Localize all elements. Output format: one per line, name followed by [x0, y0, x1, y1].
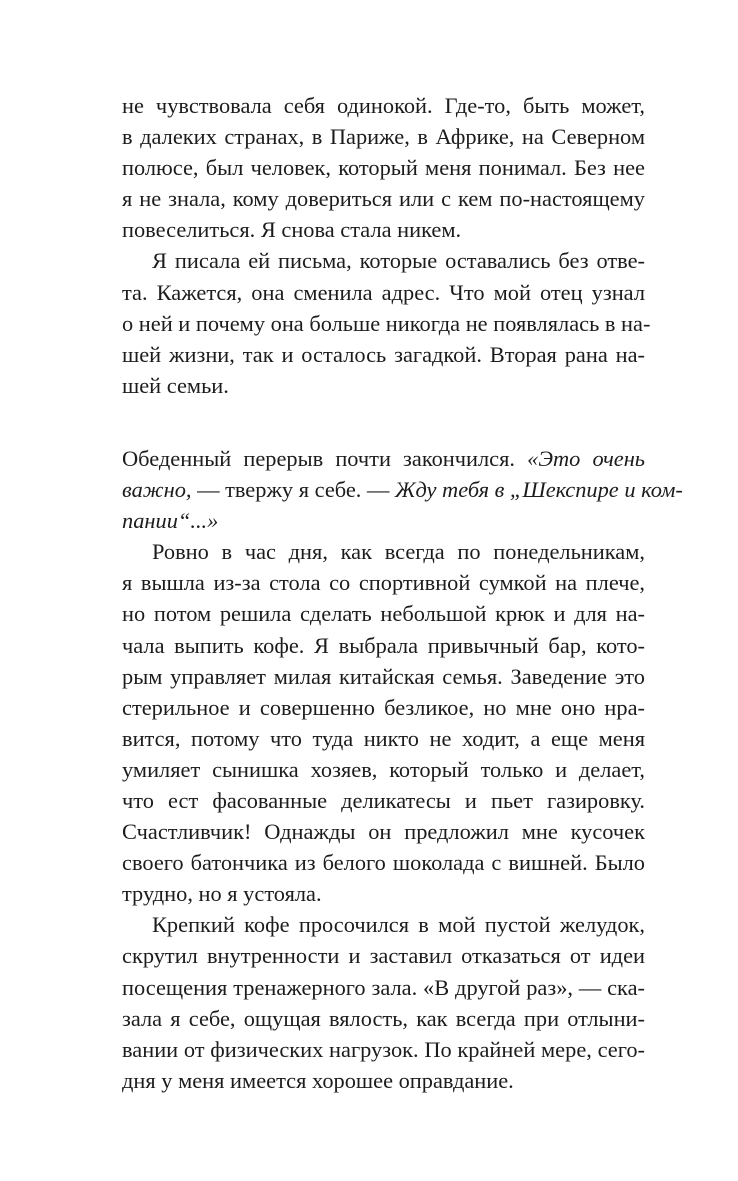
text-line: вании от физических нагрузок. По крайней мере, сего-: [122, 1036, 645, 1062]
italic-span: Жду тебя в „Шекспире и ком-: [394, 477, 683, 503]
paragraph: [122, 90, 645, 245]
text-line: я вышла из-за стола со спортивной сумкой на плече,: [122, 570, 645, 596]
text-line: умиляет сынишка хозяев, который только и делает,: [122, 756, 645, 782]
section-break: [122, 401, 645, 443]
text-line: Я писала ей письма, которые оставались без отве-: [152, 248, 645, 274]
text-line: та. Кажется, она сменила адрес. Что мой отец узнал: [122, 279, 645, 305]
text-line: своего батончика из белого шоколада с вишней. Было: [122, 850, 645, 876]
text-span: Обеденный перерыв почти закончился.: [122, 445, 528, 471]
paragraph: [122, 536, 645, 909]
text-line: о ней и почему она больше никогда не появлялась в на-: [122, 310, 651, 336]
text-line: рым управляет милая китайская семья. Заведение это: [122, 663, 645, 689]
text-line: шей семьи.: [122, 372, 229, 398]
text-line: Счастливчик! Однажды он предложил мне кусочек: [122, 819, 645, 845]
italic-span: «Это очень: [527, 445, 645, 471]
text-line: Ровно в час дня, как всегда по понедельникам,: [152, 539, 645, 565]
text-line: скрутил внутренности и заставил отказаться от идеи: [122, 943, 645, 969]
text-line: дня у меня имеется хорошее оправдание.: [122, 1067, 514, 1093]
text-line: вится, потому что туда никто не ходит, а еще меня: [122, 725, 645, 751]
text-line: но потом решила сделать небольшой крюк и для на-: [122, 601, 645, 627]
paragraph: [122, 909, 645, 1096]
paragraph: [122, 245, 651, 400]
text-line: трудно, но я устояла.: [122, 881, 322, 907]
text-line: зала я себе, ощущая вялость, как всегда при отлыни-: [122, 1005, 645, 1031]
text-line: стерильное и совершенно безликое, но мне оно нра-: [122, 694, 645, 720]
text-line: полюсе, был человек, который меня понимал. Без нее: [122, 155, 645, 181]
paragraph: [122, 443, 683, 536]
text-line: [122, 474, 683, 505]
text-line: в далеких странах, в Париже, в Африке, на Северном: [122, 124, 645, 150]
body-text: [122, 90, 683, 1096]
italic-span: важно,: [122, 477, 192, 503]
italic-span: пании“...»: [122, 508, 219, 534]
text-line: [122, 505, 645, 536]
text-line: я не знала, кому довериться или с кем по-настоящему: [122, 186, 645, 212]
text-line: повеселиться. Я снова стала никем.: [122, 217, 462, 243]
text-line: [122, 443, 645, 474]
text-line: посещения тренажерного зала. «В другой раз», — ска-: [122, 974, 645, 1000]
text-line: Крепкий кофе просочился в мой пустой желудок,: [152, 912, 645, 938]
text-line: что ест фасованные деликатесы и пьет газировку.: [122, 787, 645, 813]
text-line: не чувствовала себя одинокой. Где-то, быть может,: [122, 93, 645, 118]
text-line: шей жизни, так и осталось загадкой. Вторая рана на-: [122, 341, 645, 367]
text-line: чала выпить кофе. Я выбрала привычный бар, кото-: [122, 632, 645, 658]
text-span: — твержу я себе. —: [191, 477, 395, 503]
